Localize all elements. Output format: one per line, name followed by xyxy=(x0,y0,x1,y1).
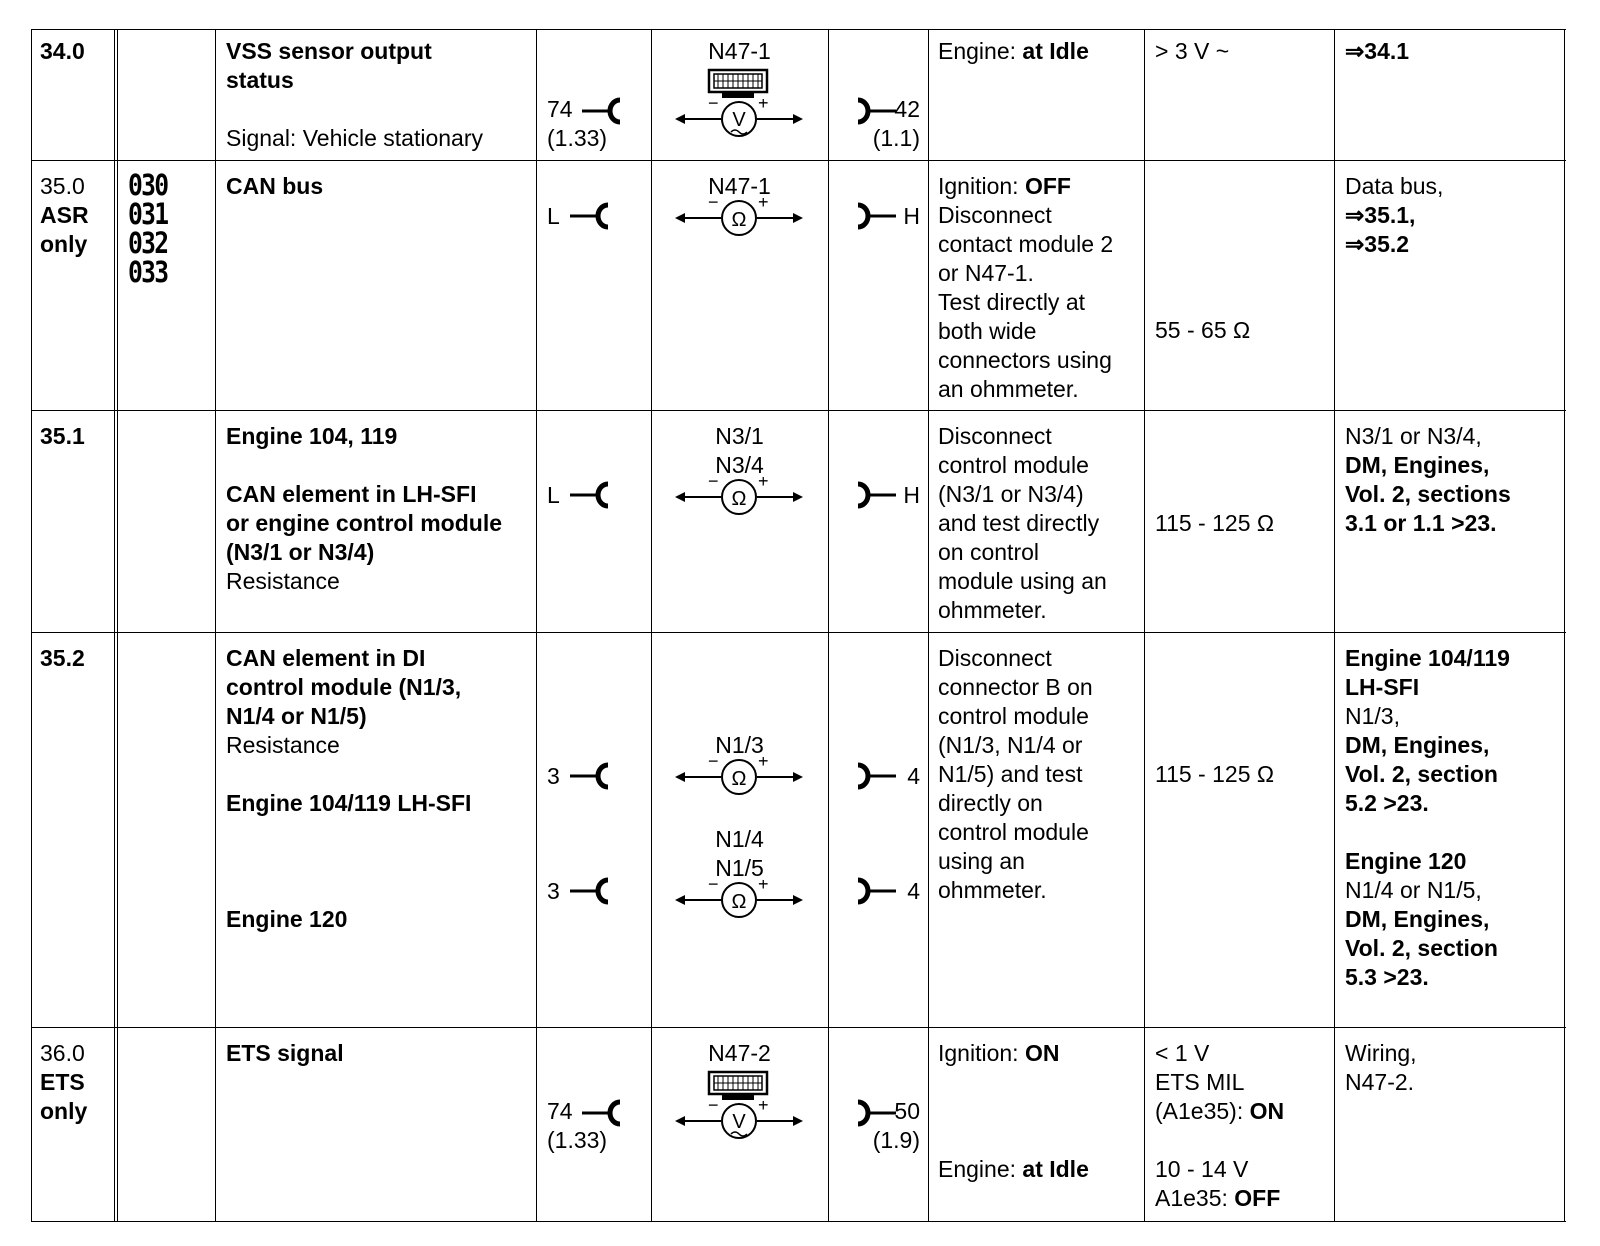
row-divider xyxy=(31,632,1566,633)
voltmeter-icon xyxy=(673,1101,807,1141)
test-title: N1/4 or N1/5) xyxy=(226,703,367,729)
pin-right: H xyxy=(903,482,920,508)
step-number: 35.2 xyxy=(40,645,85,671)
condition-line: on control xyxy=(938,539,1040,565)
pin-left: 74 xyxy=(547,1098,573,1124)
col-border xyxy=(536,29,537,1222)
plug-left-icon xyxy=(566,199,620,233)
test-title: ETS signal xyxy=(226,1040,344,1066)
col-border xyxy=(117,29,118,1222)
remedy-link[interactable]: ⇒35.1, xyxy=(1345,202,1416,228)
spec-value: ETS MIL xyxy=(1155,1069,1245,1095)
remedy-reference[interactable]: Vol. 2, section xyxy=(1345,935,1498,961)
remedy-reference[interactable]: 5.2 >23. xyxy=(1345,790,1429,816)
remedy-link[interactable]: ⇒35.2 xyxy=(1345,231,1410,257)
condition-line: contact module 2 xyxy=(938,231,1114,257)
condition-line: directly on xyxy=(938,790,1043,816)
test-title: status xyxy=(226,67,294,93)
col-border xyxy=(215,29,216,1222)
remedy-reference[interactable]: Vol. 2, sections xyxy=(1345,481,1511,507)
pin-left: L xyxy=(547,203,560,229)
svg-text:Ω: Ω xyxy=(731,209,747,231)
col-border xyxy=(928,29,929,1222)
spec-value: 10 - 14 V xyxy=(1155,1156,1249,1182)
pin-left-sub: (1.33) xyxy=(547,125,608,151)
connector-block-icon xyxy=(706,1069,770,1103)
condition-line: and test directly xyxy=(938,510,1100,536)
remedy-reference[interactable]: 5.3 >23. xyxy=(1345,964,1429,990)
condition-line: both wide xyxy=(938,318,1037,344)
engine-label: Engine 104, 119 xyxy=(226,423,398,449)
condition-line: or N47-1. xyxy=(938,260,1034,286)
condition: Engine: at Idle xyxy=(938,38,1089,64)
component-label: N3/4 xyxy=(715,452,764,478)
plug-left-icon xyxy=(566,759,620,793)
test-detail: Resistance xyxy=(226,732,340,758)
condition-line: Test directly at xyxy=(938,289,1085,315)
spec-value: (A1e35): ON xyxy=(1155,1098,1285,1124)
component-label: N1/5 xyxy=(715,855,764,881)
pin-right: 4 xyxy=(907,878,920,904)
pin-right-sub: (1.1) xyxy=(872,125,920,151)
svg-text:V: V xyxy=(732,109,746,131)
engine-label: Engine 104/119 LH-SFI xyxy=(226,790,472,816)
component-label: N1/4 xyxy=(715,826,764,852)
test-title: CAN element in DI xyxy=(226,645,426,671)
component-label: N1/3 xyxy=(715,732,764,758)
remedy-text: N1/3, xyxy=(1345,703,1400,729)
col-border xyxy=(1334,29,1335,1222)
remedy-reference[interactable]: DM, Engines, xyxy=(1345,452,1490,478)
test-title: or engine control module xyxy=(226,510,503,536)
remedy-text: N1/4 or N1/5, xyxy=(1345,877,1482,903)
condition-line: N1/5) and test xyxy=(938,761,1083,787)
condition-line: connector B on xyxy=(938,674,1093,700)
pin-right: 4 xyxy=(907,763,920,789)
condition: Ignition: OFF xyxy=(938,173,1071,199)
condition: Engine: at Idle xyxy=(938,1156,1089,1182)
ohmmeter-icon xyxy=(673,477,807,517)
col-border xyxy=(31,29,32,1222)
col-border xyxy=(1144,29,1145,1222)
spec-value: > 3 V ~ xyxy=(1155,38,1230,64)
remedy-reference[interactable]: DM, Engines, xyxy=(1345,732,1490,758)
condition: Ignition: ON xyxy=(938,1040,1060,1066)
condition-line: control module xyxy=(938,819,1089,845)
condition-line: Disconnect xyxy=(938,423,1052,449)
remedy-engine: LH-SFI xyxy=(1345,674,1420,700)
svg-text:Ω: Ω xyxy=(731,768,747,790)
pin-right: H xyxy=(903,203,920,229)
connector-block-icon xyxy=(706,67,770,101)
pin-left: L xyxy=(547,482,560,508)
component-label: N47-1 xyxy=(708,38,771,64)
condition-line: control module xyxy=(938,452,1089,478)
fault-code: 031 xyxy=(128,197,168,231)
ohmmeter-icon xyxy=(673,880,807,920)
fault-code: 030 xyxy=(128,168,168,202)
remedy-engine: Engine 120 xyxy=(1345,848,1467,874)
svg-text:V: V xyxy=(732,1111,746,1133)
remedy-text: N47-2. xyxy=(1345,1069,1415,1095)
condition-line: an ohmmeter. xyxy=(938,376,1079,402)
ohm-icon: Ω xyxy=(1233,317,1251,343)
remedy-reference[interactable]: Vol. 2, section xyxy=(1345,761,1498,787)
condition-line: control module xyxy=(938,703,1089,729)
col-border xyxy=(828,29,829,1222)
remedy-engine: Engine 104/119 xyxy=(1345,645,1510,671)
remedy-text: Data bus, xyxy=(1345,173,1444,199)
fault-code-list xyxy=(128,168,190,289)
condition-line: module using an xyxy=(938,568,1107,594)
pin-left: 74 xyxy=(547,96,573,122)
table-bottom-border xyxy=(31,1221,1566,1222)
test-detail: Signal: Vehicle stationary xyxy=(226,125,483,151)
test-title: VSS sensor output xyxy=(226,38,432,64)
ohm-icon: Ω xyxy=(1256,510,1275,536)
remedy-link[interactable]: ⇒34.1 xyxy=(1345,38,1410,64)
ohmmeter-icon xyxy=(673,757,807,797)
condition-line: Disconnect xyxy=(938,202,1052,228)
col-border xyxy=(1564,29,1565,1222)
step-number: 35.1 xyxy=(40,423,85,449)
test-title: CAN element in LH-SFI xyxy=(226,481,477,507)
spec-value: 115 - 125 Ω xyxy=(1155,510,1275,536)
remedy-text: N3/1 or N3/4, xyxy=(1345,423,1482,449)
plug-left-icon xyxy=(566,874,620,908)
test-title: control module (N1/3, xyxy=(226,674,462,700)
row-divider xyxy=(31,160,1566,161)
svg-text:Ω: Ω xyxy=(731,891,747,913)
test-title: (N3/1 or N3/4) xyxy=(226,539,375,565)
table-top-border xyxy=(31,29,1566,30)
remedy-text: Wiring, xyxy=(1345,1040,1417,1066)
step-qualifier: only xyxy=(40,1098,88,1124)
condition-line: (N3/1 or N3/4) xyxy=(938,481,1084,507)
component-label: N47-2 xyxy=(708,1040,771,1066)
fault-code: 032 xyxy=(128,226,168,260)
condition-line: (N1/3, N1/4 or xyxy=(938,732,1083,758)
voltmeter-icon xyxy=(673,99,807,139)
step-qualifier: ASR xyxy=(40,202,89,228)
condition-line: using an xyxy=(938,848,1025,874)
component-label: N3/1 xyxy=(715,423,764,449)
step-number: 36.0 xyxy=(40,1040,85,1066)
step-qualifier: only xyxy=(40,231,88,257)
pin-right: 42 xyxy=(894,96,920,122)
col-border xyxy=(114,29,115,1222)
engine-label: Engine 120 xyxy=(226,906,348,932)
pin-left: 3 xyxy=(547,878,560,904)
spec-value: < 1 V xyxy=(1155,1040,1210,1066)
pin-left-sub: (1.33) xyxy=(547,1127,608,1153)
step-qualifier: ETS xyxy=(40,1069,85,1095)
test-title: CAN bus xyxy=(226,173,324,199)
remedy-reference[interactable]: DM, Engines, xyxy=(1345,906,1490,932)
plug-left-icon xyxy=(578,1096,632,1130)
component-label: N47-1 xyxy=(708,173,771,199)
condition-line: ohmmeter. xyxy=(938,877,1047,903)
step-number: 35.0 xyxy=(40,173,85,199)
condition-line: connectors using xyxy=(938,347,1112,373)
spec-value: 115 - 125 Ω xyxy=(1155,761,1275,787)
test-detail: Resistance xyxy=(226,568,340,594)
plug-left-icon xyxy=(566,478,620,512)
row-divider xyxy=(31,1027,1566,1028)
step-number: 34.0 xyxy=(40,38,85,64)
ohmmeter-icon xyxy=(673,198,807,238)
fault-code: 033 xyxy=(128,255,168,289)
ohm-icon: Ω xyxy=(1256,761,1275,787)
condition-line: ohmmeter. xyxy=(938,597,1047,623)
svg-text:Ω: Ω xyxy=(731,488,747,510)
spec-value: A1e35: OFF xyxy=(1155,1185,1281,1211)
spec-value: 55 - 65 Ω xyxy=(1155,317,1251,343)
pin-right: 50 xyxy=(894,1098,920,1124)
pin-left: 3 xyxy=(547,763,560,789)
condition-line: Disconnect xyxy=(938,645,1052,671)
remedy-reference[interactable]: 3.1 or 1.1 >23. xyxy=(1345,510,1497,536)
row-divider xyxy=(31,410,1566,411)
pin-right-sub: (1.9) xyxy=(872,1127,920,1153)
plug-left-icon xyxy=(578,94,632,128)
